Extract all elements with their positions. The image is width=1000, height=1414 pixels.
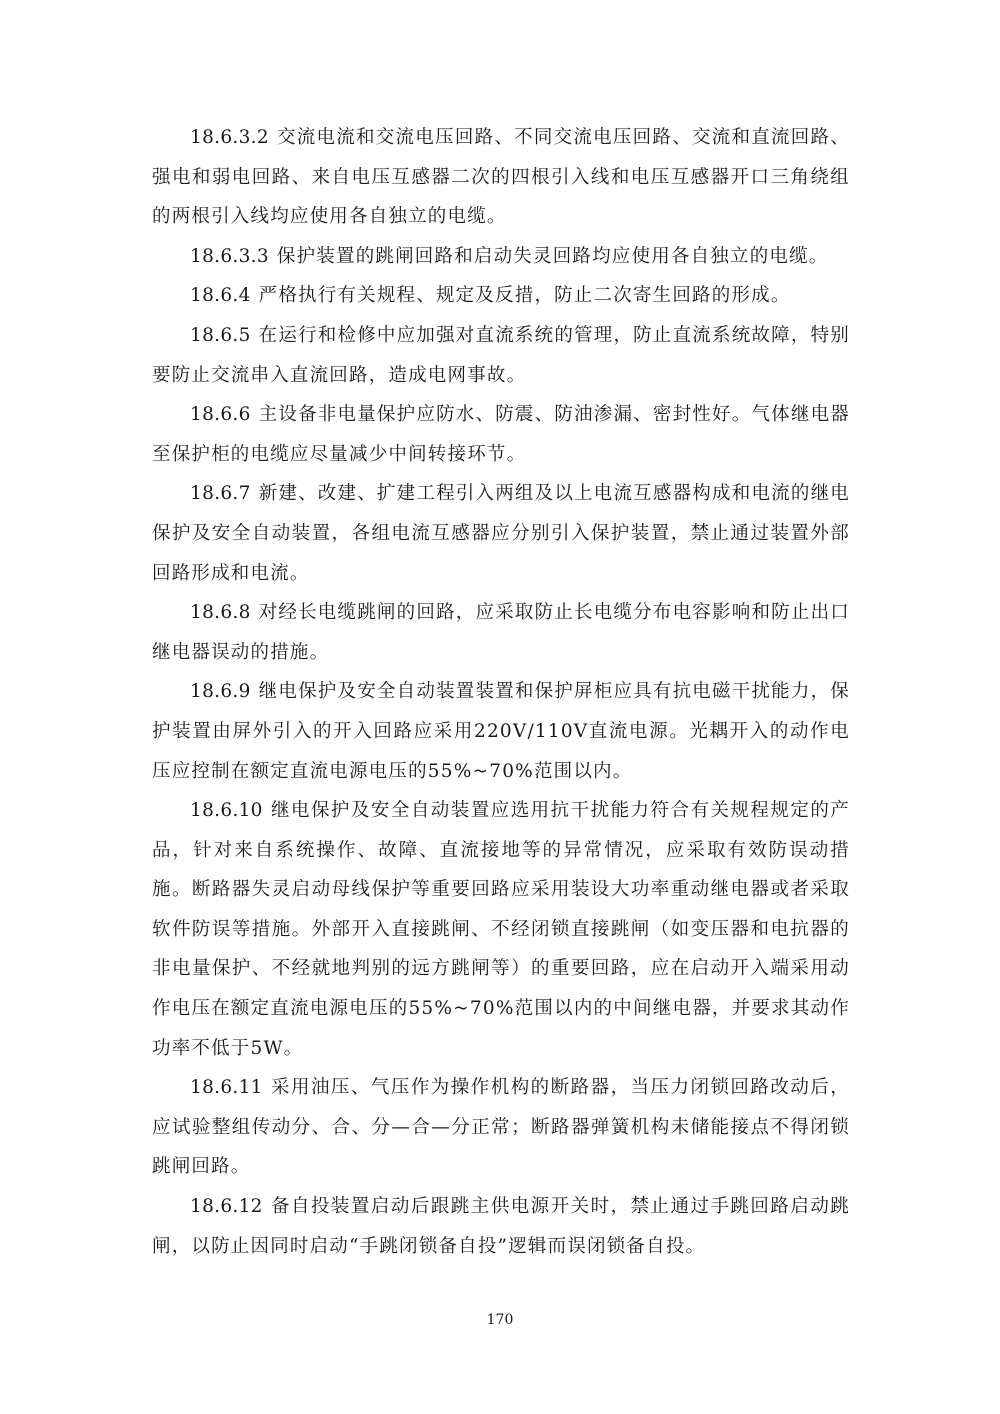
- clause-18-6-3-2: [152, 118, 850, 237]
- clause-text: 对经长电缆跳闸的回路，应采取防止长电缆分布电容影响和防止出口继电器误动的措施。: [152, 602, 850, 663]
- clause-18-6-6: [152, 395, 850, 474]
- clause-18-6-12: [152, 1187, 850, 1266]
- clause-text: 主设备非电量保护应防水、防震、防油渗漏、密封性好。气体继电器至保护柜的电缆应尽量减少中间转接环节。: [152, 404, 850, 465]
- clause-18-6-11: [152, 1068, 850, 1187]
- clause-text: 采用油压、气压作为操作机构的断路器，当压力闭锁回路改动后，应试验整组传动分、合、分—合—分正常；断路器弹簧机构未储能接点不得闭锁跳闸回路。: [152, 1077, 850, 1178]
- clause-number: 18.6.8: [190, 602, 251, 624]
- clause-18-6-4: [152, 276, 850, 316]
- clause-text: 备自投装置启动后跟跳主供电源开关时，禁止通过手跳回路启动跳闸，以防止因同时启动“手跳闭锁备自投”逻辑而误闭锁备自投。: [152, 1196, 850, 1257]
- clause-number: 18.6.5: [190, 324, 251, 346]
- clause-18-6-8: [152, 593, 850, 672]
- document-body: [152, 118, 850, 1266]
- clause-18-6-7: [152, 474, 850, 593]
- clause-number: 18.6.9: [190, 681, 251, 703]
- clause-number: 18.6.11: [190, 1077, 263, 1099]
- clause-text: 在运行和检修中应加强对直流系统的管理，防止直流系统故障，特别要防止交流串入直流回路，造成电网事故。: [152, 324, 850, 386]
- clause-number: 18.6.10: [190, 800, 263, 822]
- clause-text: 新建、改建、扩建工程引入两组及以上电流互感器构成和电流的继电保护及安全自动装置，各组电流互感器应分别引入保护装置，禁止通过装置外部回路形成和电流。: [152, 483, 850, 584]
- clause-number: 18.6.12: [190, 1196, 263, 1218]
- clause-18-6-9: [152, 672, 850, 791]
- clause-number: 18.6.6: [190, 404, 251, 426]
- clause-18-6-10: [152, 791, 850, 1068]
- clause-text: 严格执行有关规程、规定及反措，防止二次寄生回路的形成。: [258, 285, 791, 307]
- clause-number: 18.6.7: [190, 483, 251, 505]
- clause-number: 18.6.3.3: [190, 245, 269, 267]
- clause-text: 继电保护及安全自动装置应选用抗干扰能力符合有关规程规定的产品，针对来自系统操作、故障、直流接地等的异常情况，应采取有效防误动措施。断路器失灵启动母线保护等重要回路应采用装设大功率重动继电器或者采取软件防误等措施。外部开入直接跳闸、不经闭锁直接跳闸（如变压器和电抗器的非电量保护、不经就地判别的远方跳闸等）的重要回路，应在启动开入端采用动作电压在额定直流电源电压的55%~70%范围以内的中间继电器，并要求其动作功率不低于5W。: [152, 800, 850, 1059]
- clause-number: 18.6.4: [190, 285, 251, 307]
- clause-number: 18.6.3.2: [190, 127, 269, 148]
- clause-text: 交流电流和交流电压回路、不同交流电压回路、交流和直流回路、强电和弱电回路、来自电压互感器二次的四根引入线和电压互感器开口三角绕组的两根引入线均应使用各自独立的电缆。: [152, 127, 850, 228]
- clause-18-6-3-3: [152, 237, 850, 277]
- clause-text: 保护装置的跳闸回路和启动失灵回路均应使用各自独立的电缆。: [276, 245, 829, 267]
- page-number: 170: [486, 1312, 514, 1328]
- clause-18-6-5: [152, 316, 850, 395]
- clause-text: 继电保护及安全自动装置装置和保护屏柜应具有抗电磁干扰能力，保护装置由屏外引入的开入回路应采用220V/110V直流电源。光耦开入的动作电压应控制在额定直流电源电压的55%~70%范围以内。: [152, 681, 850, 782]
